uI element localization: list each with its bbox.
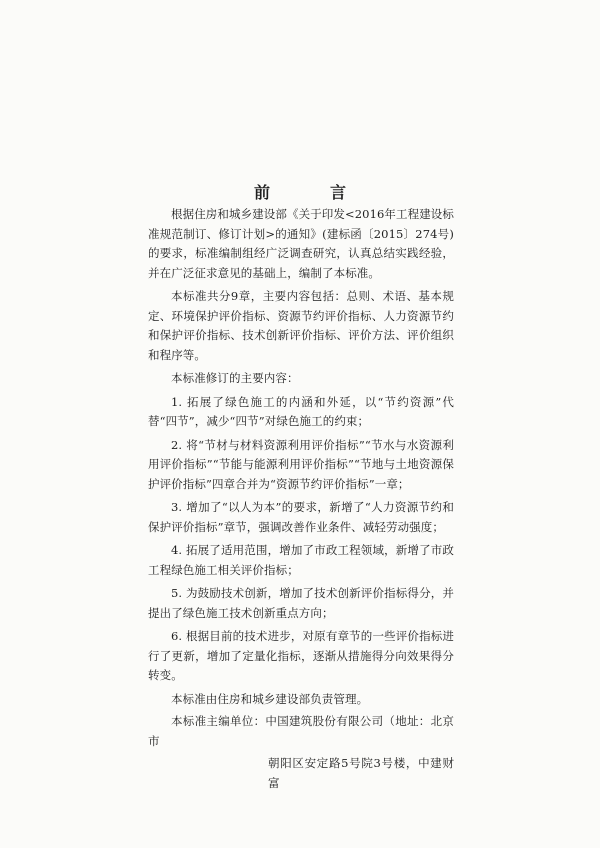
paragraph-chief-editor: 本标准主编单位：中国建筑股份有限公司（地址：北京市 xyxy=(148,714,454,748)
page-title: 前 言 xyxy=(253,183,368,202)
revision-item-3: 3. 增加了“以人为本”的要求，新增了“人力资源节约和保护评价指标”章节，强调改善作业条件、减轻劳动强度； xyxy=(148,500,454,534)
paragraph-management: 本标准由住房和城乡建设部负责管理。 xyxy=(171,691,369,706)
revision-item-5: 5. 为鼓励技术创新，增加了技术创新评价指标得分，并提出了绿色施工技术创新重点方向； xyxy=(148,586,454,620)
revision-item-4: 4. 拓展了适用范围，增加了市政工程领域，新增了市政工程绿色施工相关评价指标； xyxy=(148,543,454,577)
preface-body xyxy=(148,205,454,793)
address-continuation: 朝阳区安定路5号院3号楼，中建财富 xyxy=(268,756,454,790)
revision-item-2: 2. 将“节材与材料资源利用评价指标”“节水与水资源利用评价指标”“节能与能源利用评价指标”“节地与土地资源保护评价指标”四章合并为“资源节约评价指标”一章； xyxy=(148,437,454,491)
paragraph-contents: 本标准共分9章，主要内容包括：总则、术语、基本规定、环境保护评价指标、资源节约评价指标、人力资源节约和保护评价指标、技术创新评价指标、评价方法、评价组织和程序等。 xyxy=(148,289,454,362)
paragraph-background: 根据住房和城乡建设部《关于印发<2016年工程建设标准规范制订、修订计划>的通知》(建标函〔2015〕274号)的要求，标准编制组经广泛调查研究，认真总结实践经验，并在广泛征求意见的基础上，编制了本标准。 xyxy=(148,207,454,280)
paragraph-revision-intro: 本标准修订的主要内容： xyxy=(171,371,299,385)
revision-item-1: 1. 拓展了绿色施工的内涵和外延，以“节约资源”代替“四节”，减少“四节”对绿色施工的约束； xyxy=(148,394,454,428)
revision-item-6: 6. 根据目前的技术进步，对原有章节的一些评价指标进行了更新，增加了定量化指标，逐渐从措施得分向效果得分转变。 xyxy=(148,629,454,682)
